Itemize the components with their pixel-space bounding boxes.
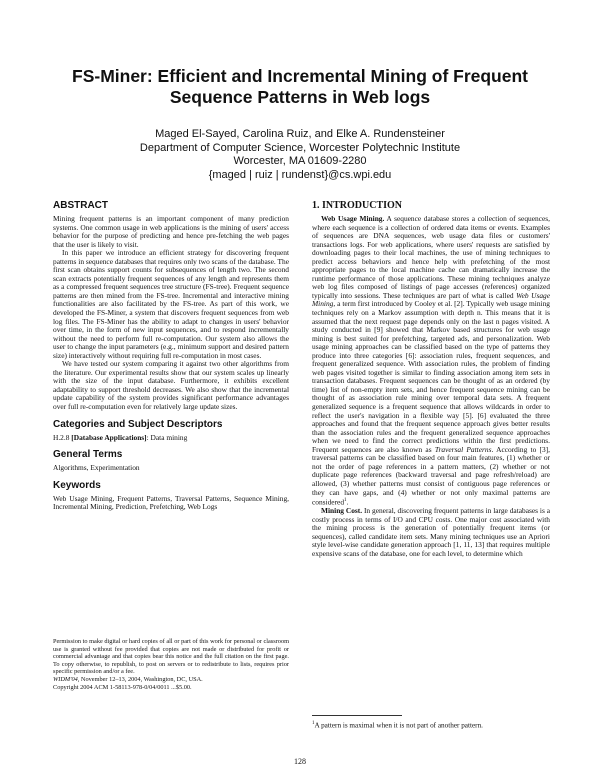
venue-name: WIDM'04,	[53, 675, 80, 683]
introduction-heading: 1. INTRODUCTION	[312, 200, 403, 211]
general-terms-heading: General Terms	[53, 449, 123, 461]
footnote-number: 1	[312, 721, 315, 726]
permission-notice	[53, 638, 289, 691]
text-span: A sequence database stores a collection of sequences, where each sequence is a collection of ordered data items or events. Examples of sequences are DNA sequences, web usage data files or customers' transactions logs. For web applications, where users' requests are satisfied by downloading pages to their local machines, the use of mining techniques to predict access behaviors and hence help with prefetching of the most appropriate pages to the local machine cache can dramatically increase the runtime performance of those applications. These mining techniques analyze web log files composed of listings of page accesses (references) organized typically into sessions. These techniques are part of what is called	[312, 214, 550, 300]
text-span: .	[346, 497, 349, 507]
keywords-text: Web Usage Mining, Frequent Patterns, Traversal Patterns, Sequence Mining, Incremental Mining, Prediction, Prefetching, Web Logs	[53, 493, 289, 512]
category-rest: : Data mining	[146, 432, 188, 442]
categories-heading: Categories and Subject Descriptors	[53, 418, 223, 430]
text-span: . According to [3], traversal patterns can be classified based on four main features, (1) whether or not the order of page references in a pattern matters, (2) whether or not duplicate page references (backward traversal and page refresh/reload) are allowed, (3) whether patterns must consist of contiguous page references or they can have gaps, and (4) whether or not only maximal patterns are considered	[312, 444, 550, 507]
venue-line	[53, 676, 289, 684]
keywords-heading: Keywords	[53, 479, 101, 491]
italic-term: Web Usage Mining	[312, 290, 551, 309]
permission-text: Permission to make digital or hard copies of all or part of this work for personal or classroom use is granted without fee provided that copies are not made or distributed for profit or commercial advantage and that copies bear this notice and the full citation on the first page. To copy otherwise, to republish, to post on servers or to redistribute to lists, requires prior specific permission and/or a fee.	[53, 638, 289, 676]
intro-paragraph-2	[312, 507, 550, 558]
title-line-2: Sequence Patterns in Web logs	[169, 87, 431, 107]
footnote	[312, 719, 550, 730]
author-block	[40, 128, 560, 182]
emails: {maged | ruiz | rundenst}@cs.wpi.edu	[208, 168, 392, 181]
general-terms-text: Algorithms, Experimentation	[53, 463, 140, 473]
abstract-paragraph: We have tested our system comparing it against two other algorithms from the literature. Our experimental results show that our system scales up linearly with the size of the input database. Furthermore, it exhibits excellent adaptability to support threshold decreases. We also show that the incremental update capability of the system provides significant performance advantages over full re-computation even for relatively large update sizes.	[53, 359, 289, 412]
categories-text	[53, 434, 289, 443]
author-names: Maged El-Sayed, Carolina Ruiz, and Elke A. Rundensteiner	[155, 128, 445, 140]
venue-details: November 12–13, 2004, Washington, DC, USA.	[79, 675, 203, 683]
footnote-marker: 1	[344, 498, 347, 504]
category-bold: [Database Applications]	[71, 432, 147, 442]
text-span: In general, discovering frequent patterns in large databases is a costly process in terms of I/O and CPU costs. One major cost associated with the mining process is the generation of potentially frequent items (or sequences), called candidate item sets. Many mining techniques use an Apriori style level-wise candidate generation approach [1, 11, 13] that requires multiple expensive scans of the database, one for each level, to determine which	[312, 506, 550, 558]
footnote-divider	[312, 715, 402, 716]
category-code: H.2.8	[53, 432, 70, 442]
abstract-heading: ABSTRACT	[53, 200, 108, 211]
run-in-heading: Web Usage Mining.	[321, 214, 385, 223]
intro-paragraph-1	[312, 215, 550, 507]
left-column	[53, 200, 289, 512]
text-span: , a term first introduced by Cooley et al. [2]. Typically web usage mining techniques rely on a Markov assumption with depth n. This means that it is assumed that the next request page depends only on the last n pages visited. A study conducted in [9] showed that Markov based structures for web usage mining is best suited for prefetching, targeted ads, and personalization. Web usage mining approaches can be classified based on the type of patterns they produce into three categories [6]: association rules, frequent sequences, and frequent generalized sequence. With association rules, the problem of finding web pages visited together is similar to finding association among item sets in transaction databases. Frequent sequences can be thought of as an ordered (by time) list of non-empty item sets, and hence frequent sequence mining can be thought of as association rule mining over temporal data sets. A frequent generalized sequence is a frequent sequence that allows wildcards in order to reflect the user's navigation in a flexible way [5]. [6] evaluated the three approaches and found that the frequent sequence approach gives better results than the association rules and the frequent generalized sequence approaches when we need to find the correct predictions within the first predictions. Frequent sequences are also known as	[312, 299, 550, 454]
copyright-line: Copyright 2004 ACM 1-58113-978-0/04/0011 ...$5.00.	[53, 683, 192, 691]
right-column	[312, 200, 550, 558]
footnote-text: A pattern is maximal when it is not part of another pattern.	[314, 721, 483, 730]
title-line-1: FS-Miner: Efficient and Incremental Mining of Frequent	[72, 66, 528, 86]
abstract-paragraph: In this paper we introduce an efficient strategy for discovering frequent patterns in sequence databases that requires only two scans of the database. The first scan obtains support counts for subsequences of length two. The second scan extracts potentially frequent sequences of any length and represents them as a compressed frequent sequences tree structure (FS-tree). Frequent sequence patterns are then mined from the FS-tree. Incremental and interactive mining functionalities are also facilitated by the FS-tree. As part of this work, we developed the FS-Miner, a system that discovers frequent sequences from web log files. The FS-Miner has the ability to adapt to changes in users' behavior over time, in the form of new input sequences, and to respond incrementally without the need to perform full re-computation. Our system also allows the user to change the input parameters (e.g., minimum support and desired pattern size) interactively without requiring full re-computation in most cases.	[53, 248, 289, 360]
page-number: 128	[294, 757, 306, 766]
address: Worcester, MA 01609-2280	[233, 155, 367, 167]
run-in-heading: Mining Cost.	[321, 506, 363, 516]
affiliation: Department of Computer Science, Worcester Polytechnic Institute	[139, 141, 461, 154]
paper-title	[40, 66, 560, 108]
italic-term: Traversal Patterns	[434, 444, 492, 454]
abstract-paragraph: Mining frequent patterns is an important component of many prediction systems. One common usage in web applications is the mining of users' access behavior for the purpose of predicting and hence pre-fetching the web pages that the user is likely to visit.	[53, 214, 289, 249]
